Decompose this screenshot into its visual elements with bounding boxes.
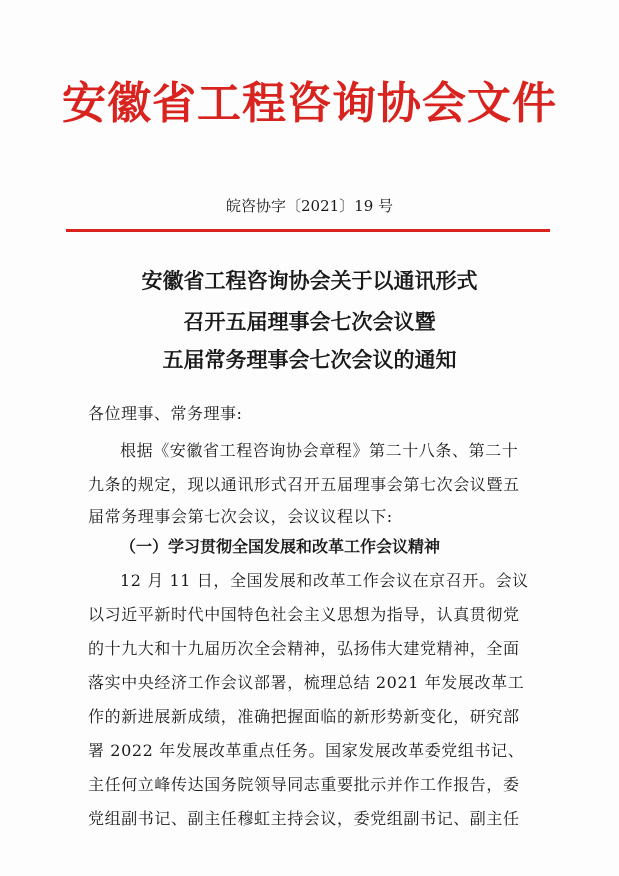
intro-line: 九条的规定，现以通讯形式召开五届理事会第七次会议暨五 bbox=[88, 475, 520, 494]
body-line: 主任何立峰传达国务院领导同志重要批示并作工作报告，委 bbox=[88, 775, 520, 794]
body-line: 党组副书记、副主任穆虹主持会议，委党组副书记、副主任 bbox=[88, 809, 520, 828]
document-number: 皖咨协字〔2021〕19 号 bbox=[225, 197, 394, 215]
notice-title-line-3: 五届常务理事会七次会议的通知 bbox=[162, 348, 457, 372]
body-line: 12 月 11 日，全国发展和改革工作会议在京召开。会议 bbox=[120, 571, 529, 590]
body-line: 的十九大和十九届历次全会精神，弘扬伟大建党精神，全面 bbox=[88, 639, 520, 658]
body-line: 作的新进展新成绩，准确把握面临的新形势新变化，研究部 bbox=[88, 707, 520, 726]
salutation: 各位理事、常务理事: bbox=[88, 404, 243, 423]
intro-line: 届常务理事会第七次会议，会议议程以下: bbox=[88, 507, 393, 526]
notice-title-line-1: 安徽省工程咨询协会关于以通讯形式 bbox=[141, 269, 478, 293]
section-heading: （一）学习贯彻全国发展和改革工作会议精神 bbox=[120, 537, 441, 556]
body-line: 落实中央经济工作会议部署，梳理总结 2021 年发展改革工 bbox=[88, 673, 525, 692]
body-line: 署 2022 年发展改革重点任务。国家发展改革委党组书记、 bbox=[88, 741, 525, 760]
intro-line: 根据《安徽省工程咨询协会章程》第二十八条、第二十 bbox=[120, 441, 519, 460]
masthead-title: 安徽省工程咨询协会文件 bbox=[62, 78, 557, 129]
notice-title-line-2: 召开五届理事会七次会议暨 bbox=[183, 310, 436, 334]
body-line: 以习近平新时代中国特色社会主义思想为指导，认真贯彻党 bbox=[88, 605, 520, 624]
red-divider-rule bbox=[66, 229, 550, 232]
